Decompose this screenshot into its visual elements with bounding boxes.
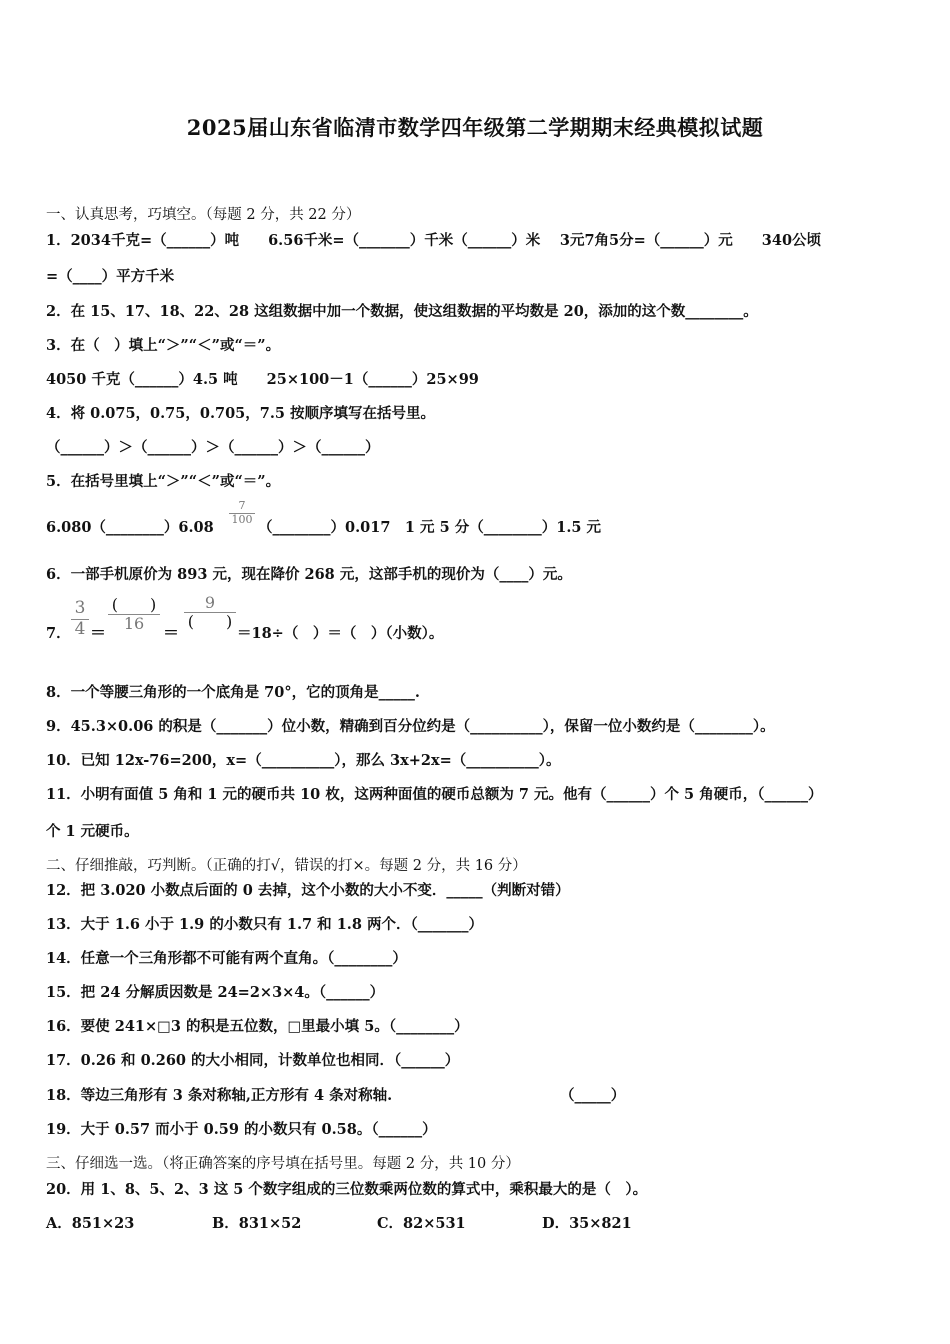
question-20-option-b: B．831×52	[212, 1215, 302, 1232]
question-7-fraction-2	[108, 596, 160, 634]
question-18: 18．等边三角形有 3 条对称轴,正方形有 4 条对称轴.	[46, 1087, 393, 1104]
question-7-label: 7．	[46, 625, 71, 642]
question-9: 9．45.3×0.06 的积是（_______）位小数，精确到百分位约是（__________），保留一位小数约是（________）。	[46, 718, 775, 735]
fraction-3-numerator: 9	[204, 593, 216, 612]
question-20-stem: 20．用 1、8、5、2、3 这 5 个数字组成的三位数乘两位数的算式中，乘积最大的是（ ）。	[46, 1181, 648, 1198]
question-3-stem: 3．在（ ）填上“＞”“＜”或“＝”。	[46, 337, 281, 354]
fraction-2-numerator: ( )	[111, 595, 157, 614]
question-13: 13．大于 1.6 小于 1.9 的小数只有 1.7 和 1.8 两个．（_______）	[46, 916, 483, 933]
question-6: 6．一部手机原价为 893 元，现在降价 268 元，这部手机的现价为（____）元。	[46, 566, 572, 583]
question-2: 2．在 15、17、18、22、28 这组数据中加一个数据，使这组数据的平均数是 20，添加的这个数________。	[46, 303, 758, 320]
question-1-line-2: =（____）平方千米	[46, 268, 175, 285]
question-5-fraction-denominator: 100	[231, 512, 253, 526]
question-7-fraction-1	[71, 599, 89, 639]
question-3-items: 4050 千克（______）4.5 吨 25×100－1（______）25×99	[46, 371, 479, 388]
question-16: 16．要使 241×□3 的积是五位数，□里最小填 5。（________）	[46, 1018, 469, 1035]
question-18-blank: （_____）	[560, 1087, 626, 1104]
question-5-fraction-numerator: 7	[238, 499, 246, 512]
question-5-stem: 5．在括号里填上“＞”“＜”或“＝”。	[46, 473, 281, 490]
fraction-3-denominator: ( )	[187, 612, 233, 632]
question-4-blanks: （______）＞（______）＞（______）＞（______）	[46, 439, 380, 456]
section-1-header: 一、认真思考，巧填空。（每题 2 分，共 22 分）	[46, 207, 361, 223]
equals-sign-1: ＝	[90, 623, 107, 642]
equals-sign-2: ＝	[163, 623, 180, 642]
fraction-2-denominator: 16	[123, 614, 145, 634]
question-5-fraction	[229, 500, 255, 526]
question-1-line-1: 1．2034千克=（______）吨 6.56千米=（_______）千米（______）米 3元7角5分=（______）元 340公顷	[46, 232, 822, 249]
section-3-header: 三、仔细选一选。（将正确答案的序号填在括号里。每题 2 分，共 10 分）	[46, 1156, 520, 1172]
question-17: 17．0.26 和 0.260 的大小相同，计数单位也相同．（______）	[46, 1052, 460, 1069]
question-7-fraction-3	[184, 594, 236, 632]
question-7-tail: ＝18÷（ ）＝（ ）（小数）。	[237, 625, 444, 642]
question-19: 19．大于 0.57 而小于 0.59 的小数只有 0.58。（______）	[46, 1121, 437, 1138]
question-11-line-1: 11．小明有面值 5 角和 1 元的硬币共 10 枚，这两种面值的硬币总额为 7 元。他有（______）个 5 角硬币，（______）	[46, 786, 823, 803]
question-5-part-a: 6.080（________）6.08	[46, 519, 214, 536]
fraction-1-denominator: 4	[74, 618, 86, 639]
question-11-line-2: 个 1 元硬币。	[46, 823, 139, 840]
question-12: 12．把 3.020 小数点后面的 0 去掉，这个小数的大小不变．_____（判断对错）	[46, 882, 570, 899]
page-title: 2025届山东省临清市数学四年级第二学期期末经典模拟试题	[186, 115, 764, 140]
question-20-option-d: D．35×821	[542, 1215, 632, 1232]
question-20-option-c: C．82×531	[377, 1215, 466, 1232]
question-14: 14．任意一个三角形都不可能有两个直角。（________）	[46, 950, 407, 967]
question-4-stem: 4．将 0.075，0.75，0.705，7.5 按顺序填写在括号里。	[46, 405, 436, 422]
question-15: 15．把 24 分解质因数是 24=2×3×4。（______）	[46, 984, 385, 1001]
question-8: 8．一个等腰三角形的一个底角是 70°，它的顶角是_____.	[46, 684, 420, 701]
section-2-header: 二、仔细推敲，巧判断。（正确的打√，错误的打×。每题 2 分，共 16 分）	[46, 858, 527, 874]
question-10: 10．已知 12x-76=200，x=（__________），那么 3x+2x=（__________）。	[46, 752, 561, 769]
fraction-1-numerator: 3	[74, 598, 86, 618]
question-5-part-b: （________）0.017 1 元 5 分（________）1.5 元	[258, 519, 602, 536]
question-20-option-a: A．851×23	[46, 1215, 135, 1232]
